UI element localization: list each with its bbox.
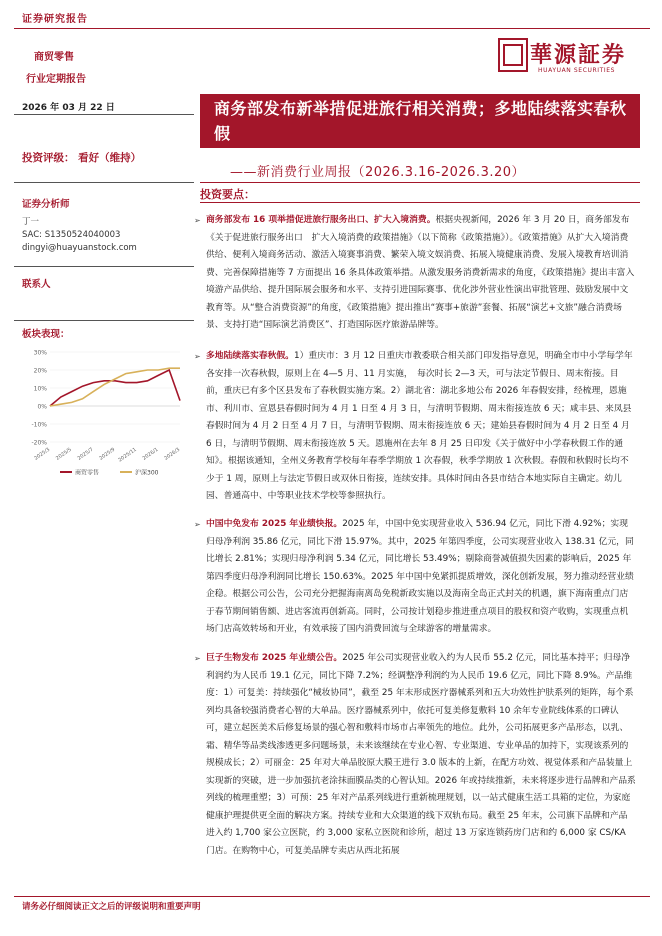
analyst-email[interactable]: dingyi@huayuanstock.com	[22, 243, 137, 253]
x-tick-label: 2025/9	[98, 446, 117, 462]
paragraph-4-lead: 巨子生物发布 2025 年业绩公告。	[206, 653, 343, 663]
analyst-sac: SAC: S1350524040003	[22, 230, 121, 240]
y-tick-label: -10%	[31, 421, 47, 429]
paragraph-3-lead: 中国中免发布 2025 年业绩快报。	[206, 519, 343, 529]
paragraph-2	[194, 348, 636, 506]
left-divider-1	[14, 114, 194, 115]
paragraph-2-body: 1）重庆市：3 月 12 日重庆市教委联合相关部门印发指导意见，明确全市中小学每学年各安排一次春秋假，原则上在 4—5 月、11 月实施， 每次时长 2—3 天，可与法定节假日、周末衔接。目前，重庆已有多个区县发布了春秋假实施方案。2）湖北省：湖北多地公布 2026 年春假安排，经梳理，恩施市、利川市、宣恩县春假时间为 4 月 1 日至 4 月 3 日，与清明节假期、周末衔接连放 6 天；咸丰县、来凤县春假时间为 4 月 2 日至 4 月 7 日，与清明节假期、周末衔接连放 6 天；建始县春假时间为 4 月 2 日至 4 月 6 日，与清明节假期、周末衔接连放 5 天。恩施州在去年 8 月 25 日印发《关于做好中小学春秋假工作的通知》。根据该通知，全州义务教育学校每年春季学期放 1 次春假，秋季学期放 1 次秋假。春假和秋假时长均不少于 1 周，原则上与法定节假日或双休日衔接，连续安排。具体时间由各县市结合本地实际自主确定。幼儿园、普通高中、中等职业技术学校等参照执行。	[206, 351, 633, 501]
x-tick-label: 2025/7	[76, 446, 95, 462]
paragraph-1-body: 根据央视新闻，2026 年 3 月 20 日，商务部发布《关于促进旅行服务出口 扩大入境消费的政策措施》（以下简称《政策措施》）。《政策措施》从扩大入境消费供给、便利入境商务活动、激活入境赛事消费、繁荣入境文娱消费、拓展入境健康消费、发展入境教育培训消费、完善保障措施等 7 方面提出 16 条具体政策举措。从激发服务消费新需求的角度，《政策措施》提出丰富入境游产品供给、提升国际展会服务和水平、支持引进国际赛事、优化涉外营业性演出审批管理、鼓励发展中文教育等。从“整合消费资源”的角度，《政策措施》提出推出“赛事+旅游”套餐、拓展“演艺+文旅”融合消费场景、支持打造“国际演艺消费区”、打造国际医疗旅游品牌等。	[206, 215, 635, 330]
points-divider	[200, 202, 640, 203]
paragraph-2-lead: 多地陆续落实春秋假。	[206, 351, 294, 361]
paragraph-1	[194, 212, 636, 335]
sector-performance-chart	[20, 344, 195, 486]
logo-mark-inner-icon	[503, 44, 523, 66]
paragraph-1-lead: 商务部发布 16 项举措促进旅行服务出口、扩大入境消费。	[206, 215, 436, 225]
paragraph-3	[194, 516, 636, 639]
bullet-icon: ➢	[194, 654, 201, 663]
y-tick-label: -20%	[31, 439, 47, 447]
investment-points-heading: 投资要点：	[200, 188, 255, 201]
x-tick-label: 2025/11	[117, 446, 138, 464]
logo-chinese-name: 華源証券	[530, 43, 627, 68]
investment-rating: 投资评级： 看好（维持）	[22, 152, 142, 164]
category-sector: 商贸零售	[34, 52, 74, 63]
paragraph-4-body: 2025 年公司实现营业收入约为人民币 55.2 亿元，同比基本持平；归母净利润约为人民币 19.1 亿元，同比下降 7.2%；经调整净利润约为人民币 19.6 亿元，同比下降 8.9%。产品维度：1）可复美：持续强化“械妆协同”，截至 25 年末形成医疗器械系列和五大功效性护肤系列的矩阵，每个系列均具备较强消费者心智的大单品。医疗器械系列中，依托可复美修复敷料 10 余年专业院线体系的口碑认可，建立起医美术后修复场景的强心智和敷料市场市占率领先的地位。此外，公司拓展更多产品形态，以乳、霜、精华等品类线渗透更多问题场景，未来该继续在专业心智、专业渠道、专业单品的加持下，实现该系列的规模成长；2）可丽金：25 年对大单品胶原大膜王进行 3.0 版本的上新，在配方功效、视觉体系和产品装量上实现新的突破，进一步加强抗老涂抹面膜品类的心智认知。2026 年或持续推新，未来将逐步进行品牌和产品系列线的梳理重塑；3）可预：25 年对产品系列线进行重新梳理规划，以一站式健康生活工具箱的定位，为家庭健康护理提供更全面的解决方案。持续专业和大众渠道的线下双轨布局。截至 25 年末，公司旗下品牌和产品进入约 1,700 家公立医院，约 3,000 家私立医院和诊所，超过 13 万家连锁药房门店和约 6,000 家 CS/KA 门店。在购物中心，可复美品牌专卖店从西北拓展	[206, 653, 636, 856]
report-date: 2026 年 03 月 22 日	[22, 103, 115, 113]
paragraph-3-body: 2025 年，中国中免实现营业收入 536.94 亿元，同比下滑 4.92%；实现归母净利润 35.86 亿元，同比下滑 15.97%。其中，2025 年第四季度，公司实现营业收入 138.31 亿元，同比增长 2.81%；实现归母净利润 5.34 亿元，同比增长 53.49%；剔除商誉减值损失因素的影响后，2025 年第四季度归母净利润同比增长 150.63%。2025 年中国中免紧抓提质增效，深化创新发展，努力推动经营业绩企稳。根据公司公告，公司充分把握海南离岛免税新政实施以及海南全岛正式封关的机遇，旗下海南重点门店于春节期间销售额、进店客流再创新高。同时，公司按计划稳步推进重点项目的股权和资产收购，实现重点机场门店高效转场和开业，有效承接了国内消费回流与全球游客的增量需求。	[206, 519, 634, 634]
bullet-icon: ➢	[194, 520, 201, 529]
x-tick-label: 2025/5	[54, 446, 73, 462]
footer-divider	[14, 896, 650, 897]
y-tick-label: 30%	[33, 349, 47, 357]
analyst-heading: 证券分析师	[22, 199, 70, 210]
subtitle-divider	[200, 182, 640, 183]
analyst-name: 丁一	[22, 217, 40, 227]
y-tick-label: 20%	[33, 367, 47, 375]
category-report-kind: 行业定期报告	[26, 74, 86, 85]
legend-label-1: 沪深300	[135, 469, 159, 477]
logo-english-name: HUAYUAN SECURITIES	[538, 67, 616, 74]
x-tick-label: 2026/1	[141, 446, 160, 462]
report-type-label: 证券研究报告	[22, 14, 88, 25]
x-tick-label: 2026/3	[163, 446, 182, 462]
paragraph-4	[194, 650, 636, 860]
left-divider-3	[14, 266, 194, 267]
bullet-icon: ➢	[194, 216, 201, 225]
y-tick-label: 10%	[33, 385, 47, 393]
legend-label-0: 商贸零售	[75, 469, 100, 477]
analyst-info	[22, 216, 137, 255]
bullet-icon: ➢	[194, 352, 201, 361]
left-divider-4	[14, 320, 194, 321]
sector-performance-heading: 板块表现：	[22, 329, 70, 340]
x-tick-label: 2025/3	[33, 446, 52, 462]
report-title: 商务部发布新举措促进旅行相关消费；多地陆续落实春秋假	[214, 99, 627, 143]
footer-disclaimer: 请务必仔细阅读正文之后的评级说明和重要声明	[22, 902, 201, 912]
top-divider	[14, 28, 650, 29]
y-tick-label: 0%	[37, 403, 47, 411]
contact-heading: 联系人	[22, 279, 51, 290]
report-subtitle: ——新消费行业周报（2026.3.16-2026.3.20）	[230, 165, 526, 180]
left-divider-2	[14, 182, 194, 183]
